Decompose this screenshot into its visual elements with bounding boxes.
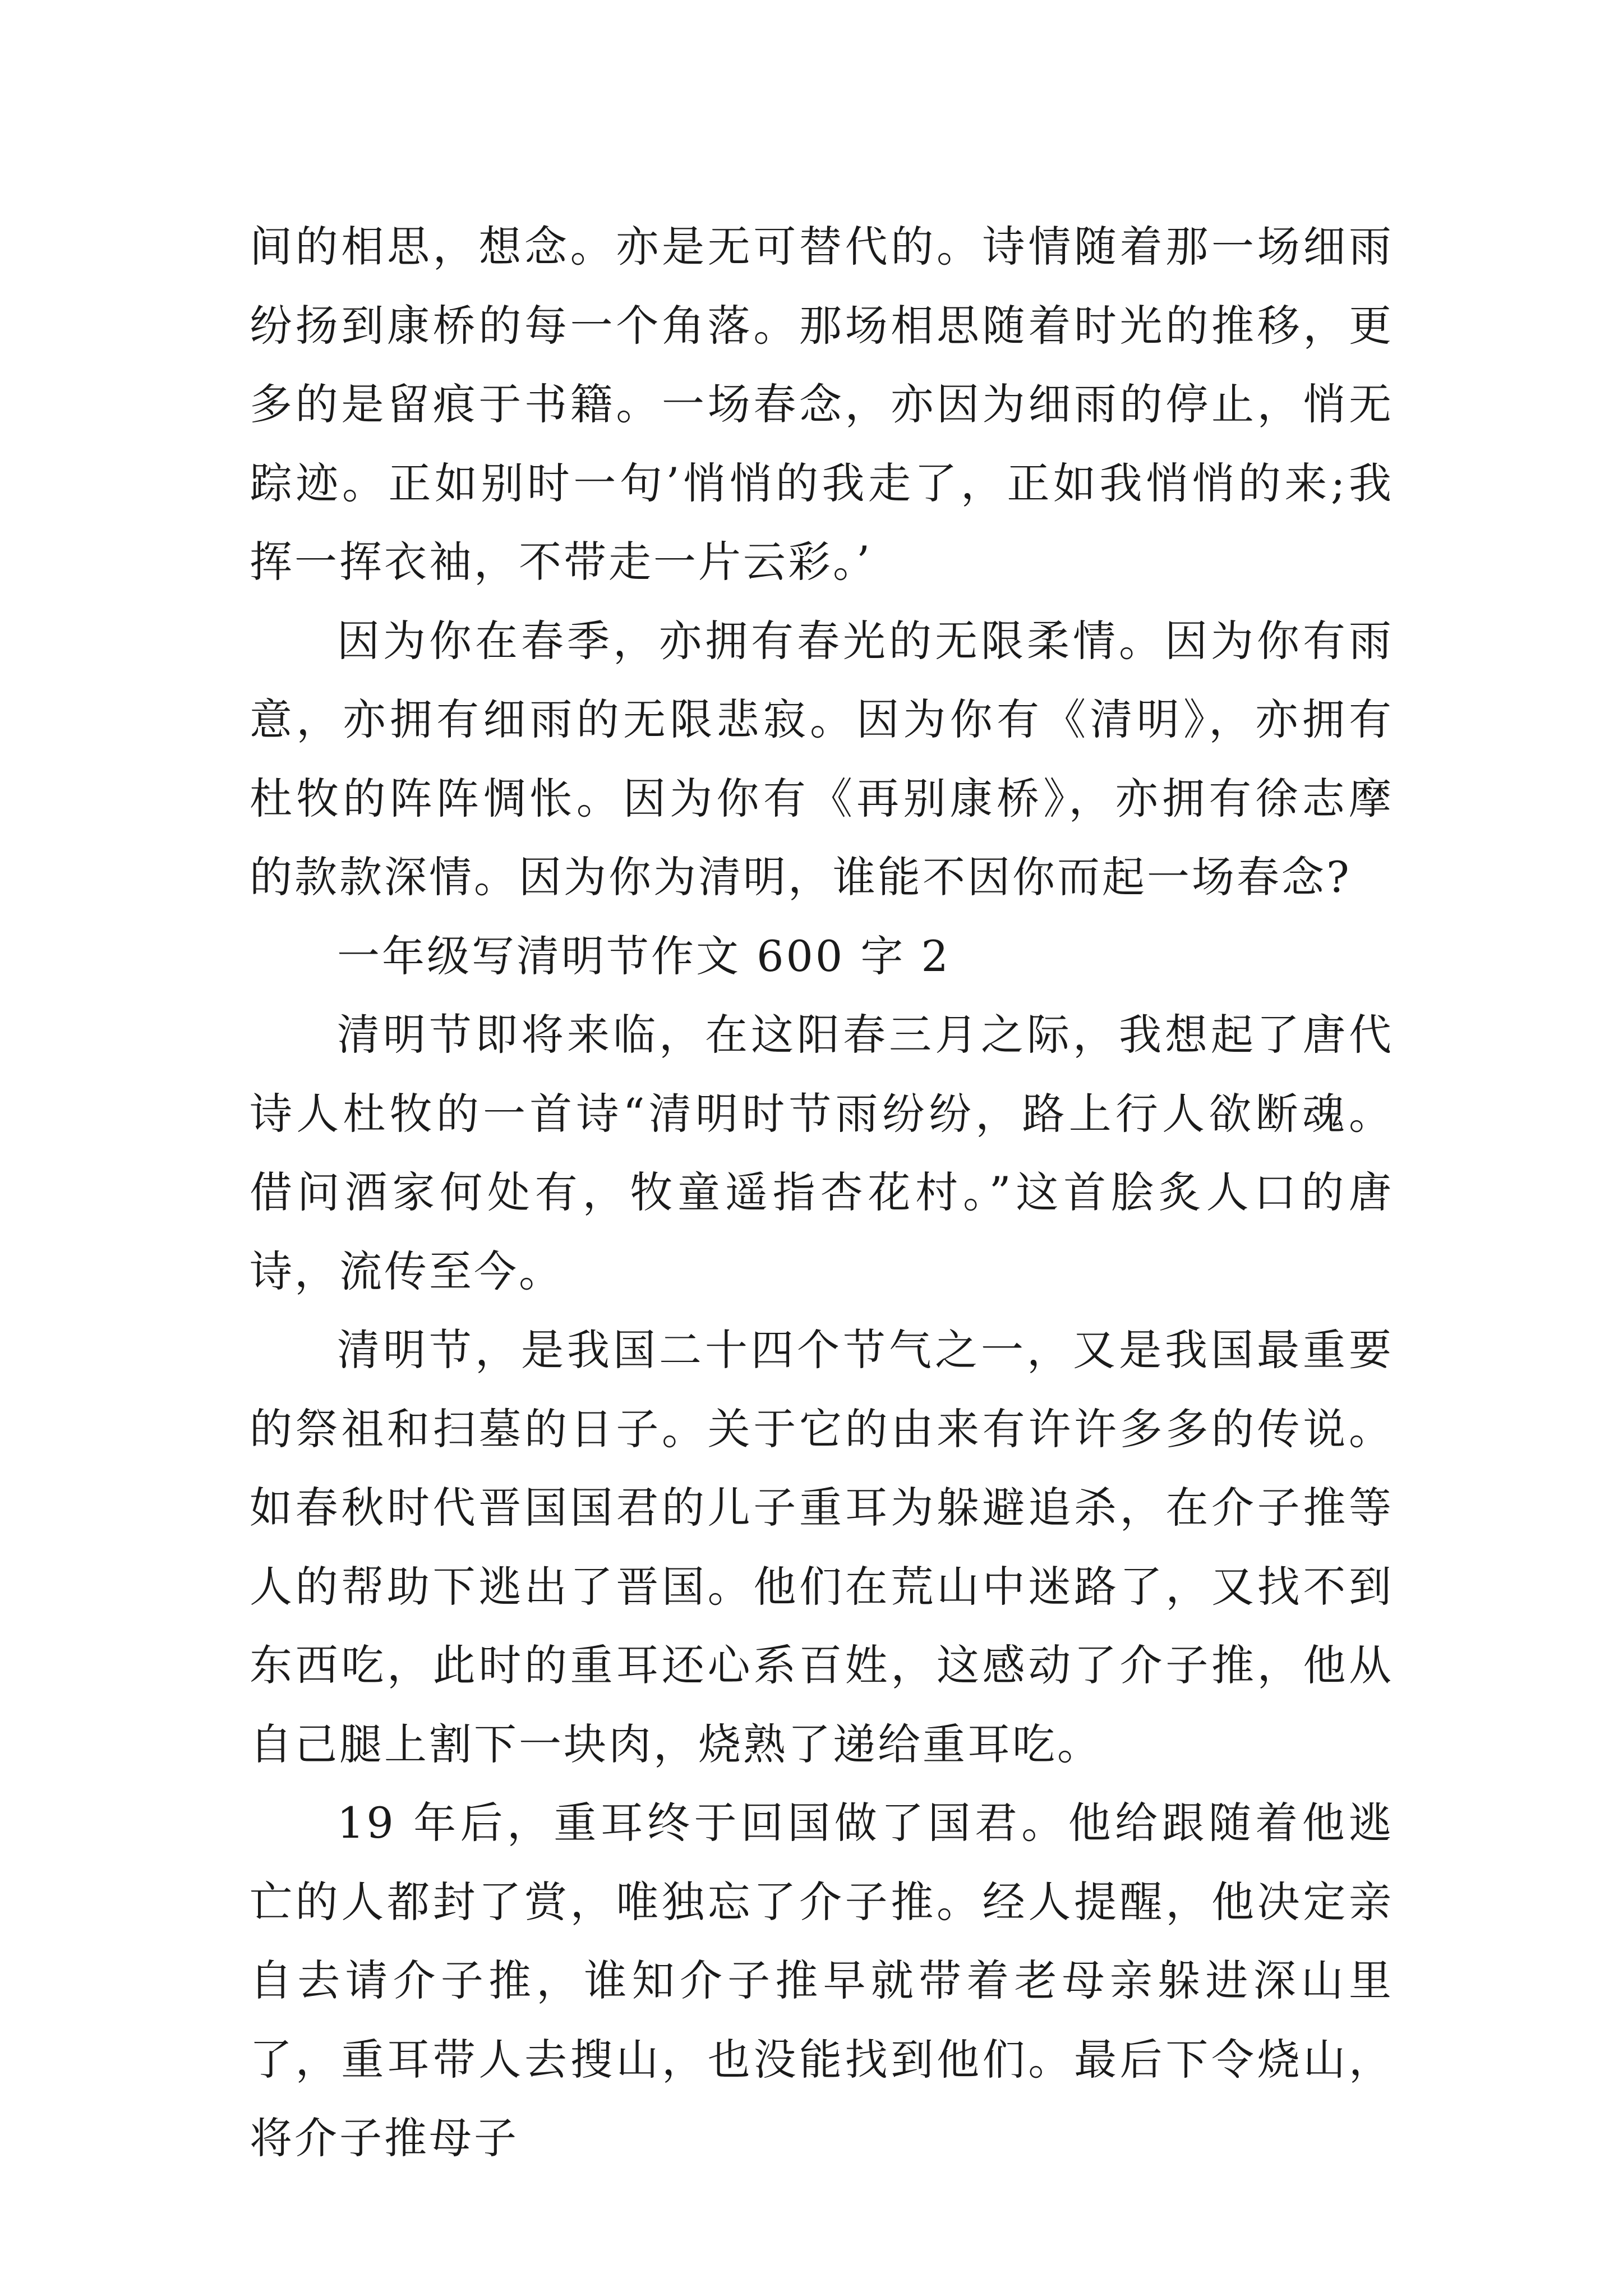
paragraph-spring-reflection: 因为你在春季，亦拥有春光的无限柔情。因为你有雨意，亦拥有细雨的无限悲寂。因为你有《清明》，亦拥有杜牧的阵阵惆怅。因为你有《再别康桥》，亦拥有徐志摩的款款深情。因为你为清明，谁能不因你而起一场春念? (250, 615, 1394, 902)
paragraph-festival-origin: 清明节，是我国二十四个节气之一，又是我国最重要的祭祖和扫墓的日子。关于它的由来有许许多多的传说。如春秋时代晋国国君的儿子重耳为躲避追杀，在介子推等人的帮助下逃出了晋国。他们在荒山中迷路了，又找不到东西吃，此时的重耳还心系百姓，这感动了介子推，他从自己腿上割下一块肉，烧熟了递给重耳吃。 (250, 1325, 1394, 1769)
paragraph-chonger-story: 19 年后，重耳终于回国做了国君。他给跟随着他逃亡的人都封了赏，唯独忘了介子推。经人提醒，他决定亲自去请介子推，谁知介子推早就带着老母亲躲进深山里了，重耳带人去搜山，也没能找到他们。最后下令烧山，将介子推母子 (250, 1798, 1394, 2163)
paragraph-poem-intro: 清明节即将来临，在这阳春三月之际，我想起了唐代诗人杜牧的一首诗“清明时节雨纷纷，路上行人欲断魂。借问酒家何处有，牧童遥指杏花村。”这首脍炙人口的唐诗，流传至今。 (250, 1010, 1394, 1296)
paragraph-continued: 间的相思，想念。亦是无可替代的。诗情随着那一场细雨纷扬到康桥的每一个角落。那场相思随着时光的推移，更多的是留痕于书籍。一场春念，亦因为细雨的停止，悄无踪迹。正如别时一句’悄悄的我走了，正如我悄悄的来;我挥一挥衣袖，不带走一片云彩。’ (250, 222, 1394, 587)
document-body (250, 208, 1394, 2178)
essay-heading: 一年级写清明节作文 600 字 2 (337, 931, 951, 981)
